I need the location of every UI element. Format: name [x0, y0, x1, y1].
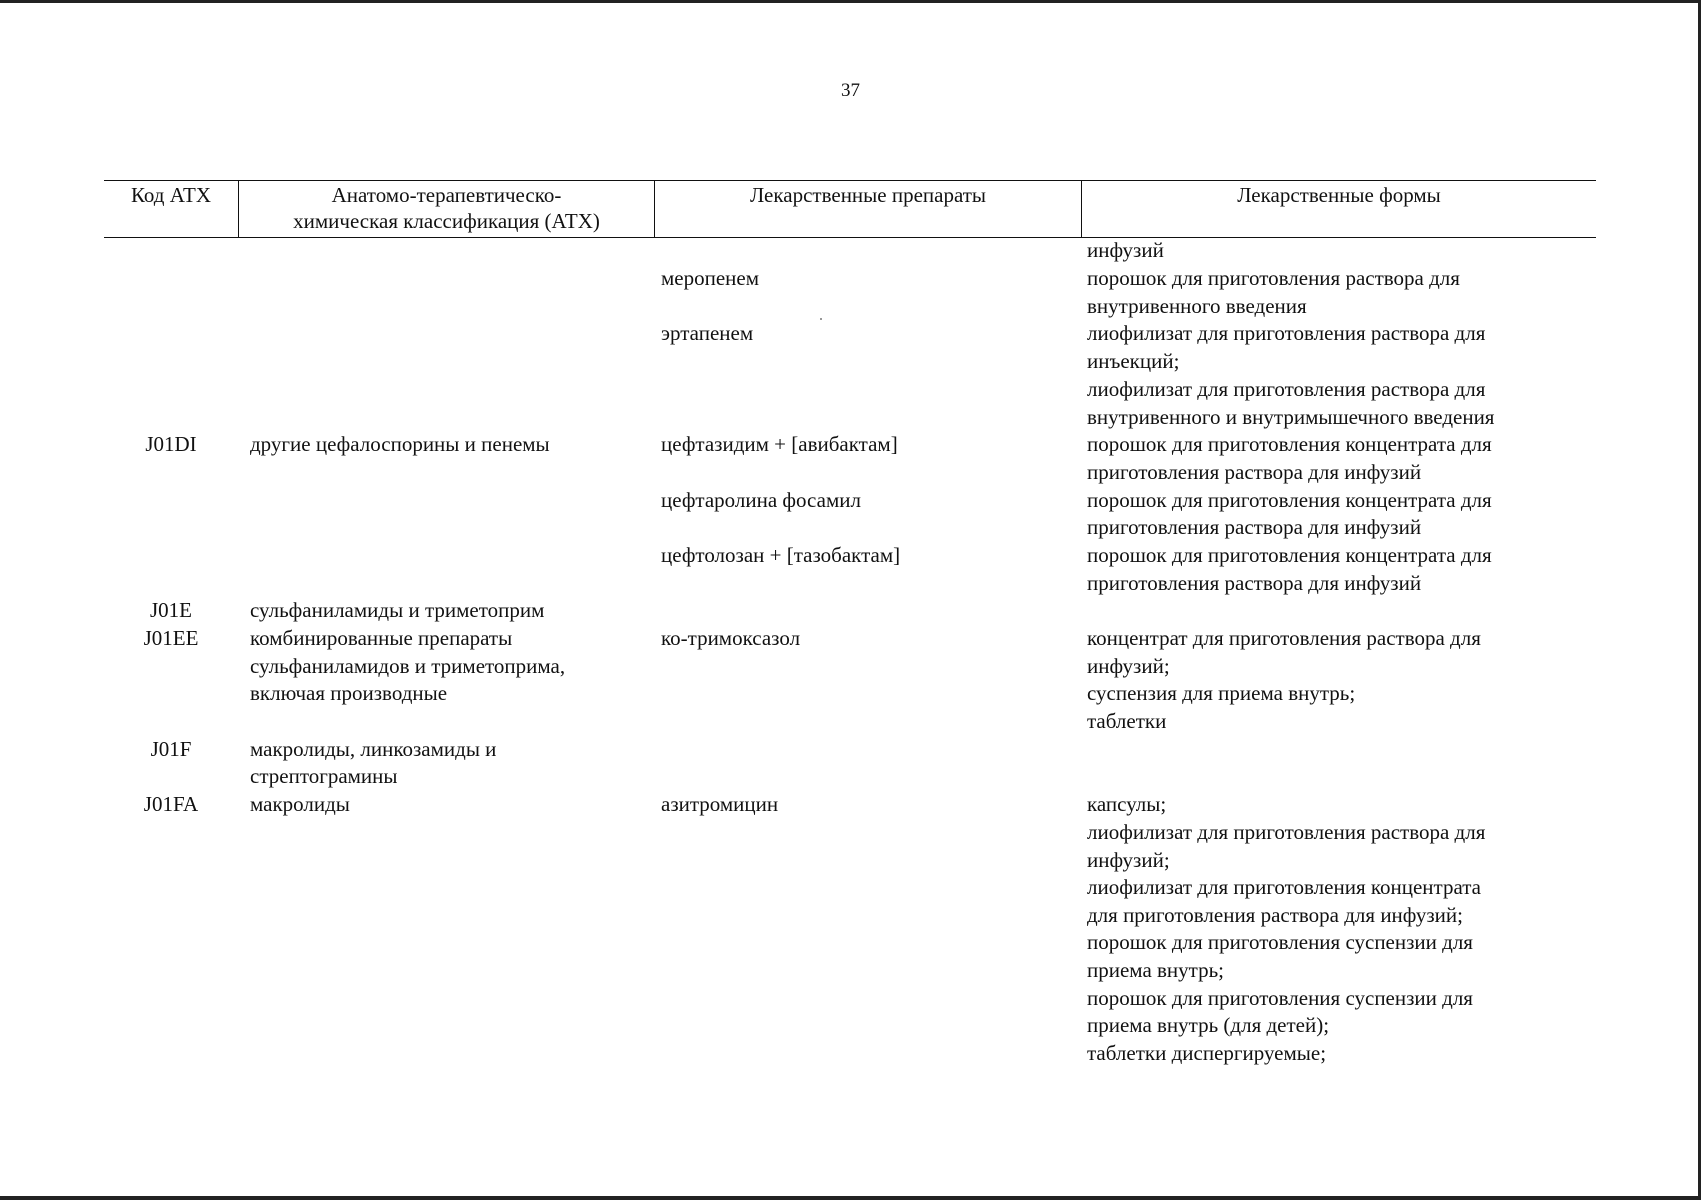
drug-name: цефтазидим + [авибактам]	[661, 432, 898, 456]
header-atc-line-1: Анатомо-терапевтическо-	[331, 183, 562, 207]
form-line: приема внутрь (для детей);	[1087, 1013, 1330, 1037]
form-line: порошок для приготовления суспензии для	[1087, 986, 1473, 1010]
form-line: концентрат для приготовления раствора для	[1087, 626, 1481, 650]
header-atc-classification	[238, 181, 654, 237]
atc-name: другие цефалоспорины и пенемы	[250, 432, 550, 456]
form-line: приготовления раствора для инфузий	[1087, 515, 1422, 539]
table-header	[104, 180, 1596, 238]
header-forms: Лекарственные формы	[1081, 181, 1596, 237]
drug-name: цефтаролина фосамил	[661, 488, 861, 512]
header-drugs: Лекарственные препараты	[654, 181, 1081, 237]
form-line: порошок для приготовления суспензии для	[1087, 930, 1473, 954]
atc-name: макролиды	[250, 792, 350, 816]
form-line: порошок для приготовления концентрата для	[1087, 543, 1492, 567]
atc-name: сульфаниламиды и триметоприм	[250, 598, 545, 622]
form-line: порошок для приготовления концентрата для	[1087, 432, 1492, 456]
form-line: порошок для приготовления раствора для	[1087, 266, 1460, 290]
form-line: инъекций;	[1087, 349, 1180, 373]
form-line: таблетки	[1087, 709, 1167, 733]
atc-name: стрептограмины	[250, 764, 398, 788]
header-code: Код АТХ	[130, 183, 212, 207]
atc-name: включая производные	[250, 681, 448, 705]
form-line: капсулы;	[1087, 792, 1167, 816]
form-line: приготовления раствора для инфузий	[1087, 460, 1422, 484]
form-line: таблетки диспергируемые;	[1087, 1041, 1327, 1065]
atc-code: J01EE	[143, 626, 199, 650]
form-line: инфузий;	[1087, 848, 1170, 872]
scan-edge-bottom	[0, 1196, 1701, 1200]
atc-name: макролиды, линкозамиды и	[250, 737, 497, 761]
scan-speck	[820, 318, 822, 320]
form-line: для приготовления раствора для инфузий;	[1087, 903, 1463, 927]
header-atc-line-2: химическая классификация (АТХ)	[293, 209, 600, 233]
form-line: лиофилизат для приготовления раствора для	[1087, 321, 1486, 345]
atc-name: сульфаниламидов и триметоприма,	[250, 654, 566, 678]
atc-code: J01F	[150, 737, 192, 761]
atc-code: J01E	[150, 598, 192, 622]
page-number: 37	[841, 80, 860, 101]
form-line: лиофилизат для приготовления раствора для	[1087, 820, 1486, 844]
drug-name: азитромицин	[661, 792, 779, 816]
form-line: внутривенного и внутримышечного введения	[1087, 405, 1495, 429]
form-line: внутривенного введения	[1087, 294, 1307, 318]
atc-code: J01DI	[145, 432, 197, 456]
drug-name: меропенем	[661, 266, 760, 290]
form-line: инфузий;	[1087, 654, 1170, 678]
drug-name: ко-тримоксазол	[661, 626, 801, 650]
atc-name: комбинированные препараты	[250, 626, 513, 650]
drug-name: эртапенем	[661, 321, 754, 345]
scan-edge-top	[0, 0, 1701, 3]
form-line: порошок для приготовления концентрата для	[1087, 488, 1492, 512]
form-line: приготовления раствора для инфузий	[1087, 571, 1422, 595]
form-line: приема внутрь;	[1087, 958, 1225, 982]
form-line: инфузий	[1087, 238, 1164, 262]
drug-name: цефтолозан + [тазобактам]	[661, 543, 901, 567]
form-line: лиофилизат для приготовления раствора для	[1087, 377, 1486, 401]
form-line: суспензия для приема внутрь;	[1087, 681, 1356, 705]
form-line: лиофилизат для приготовления концентрата	[1087, 875, 1482, 899]
atc-code: J01FA	[143, 792, 199, 816]
